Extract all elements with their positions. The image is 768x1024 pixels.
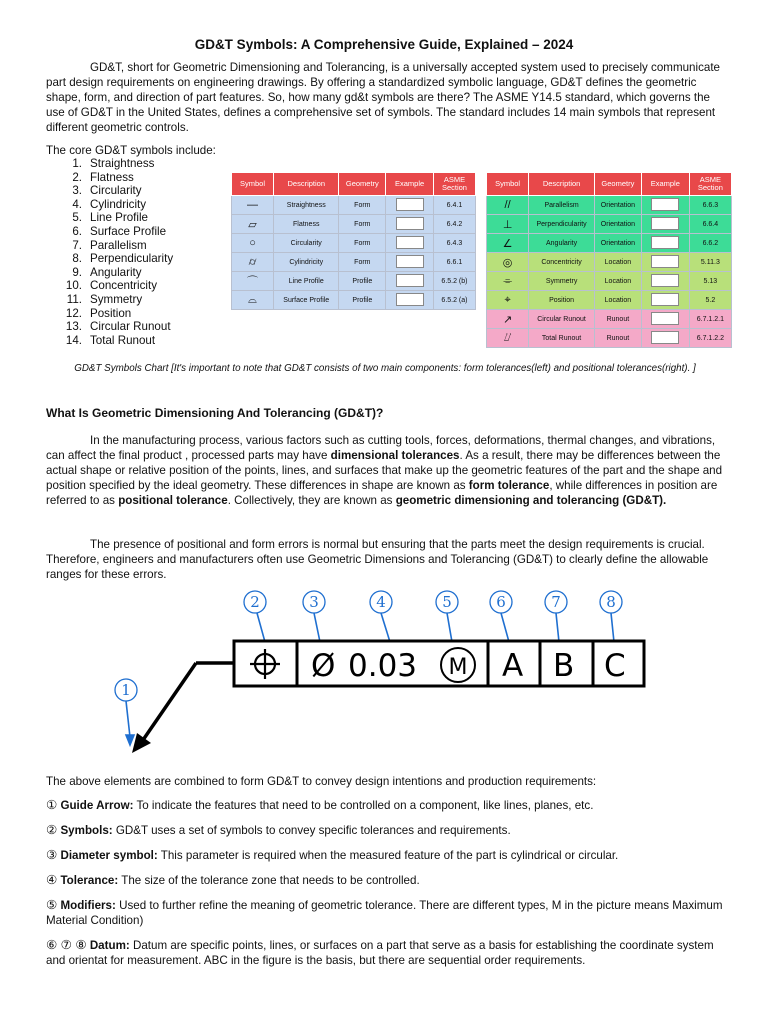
table-row: ⌓ Surface Profile Profile 6.5.2 (a) bbox=[232, 291, 476, 310]
form-tolerance-table bbox=[231, 172, 476, 310]
list-item: 8. Perpendicularity bbox=[72, 252, 174, 266]
example-drawing-icon bbox=[651, 236, 679, 249]
example-drawing-icon bbox=[396, 255, 424, 268]
table-row: ∠ Angularity Orientation 6.6.2 bbox=[487, 234, 732, 253]
datum-a: A bbox=[502, 648, 524, 684]
list-item: 5. Line Profile bbox=[72, 211, 149, 225]
table-row: ▱ Flatness Form 6.4.2 bbox=[232, 215, 476, 234]
example-drawing-icon bbox=[651, 274, 679, 287]
example-drawing-icon bbox=[396, 217, 424, 230]
table-row: — Straightness Form 6.4.1 bbox=[232, 196, 476, 215]
example-drawing-icon bbox=[396, 198, 424, 211]
positional-tolerance-table bbox=[486, 172, 732, 348]
example-drawing-icon bbox=[396, 293, 424, 306]
page-title: GD&T Symbols: A Comprehensive Guide, Explained – 2024 bbox=[194, 37, 574, 52]
intro-paragraph: GD&T, short for Geometric Dimensioning and Tolerancing, is a universally accepted system used to precisely communicate part design requirements on engineering drawings. By offering a standardized symbolic language, GD&T defines the geometric shape, form, and direction of part features. So, how many gd&t symbols are there? The ASME Y14.5 standard, which governs the use of GD&T in the United States, defines a comprehensive set of symbols. The standard includes 14 main symbols that represent different geometric controls. bbox=[46, 61, 720, 134]
list-item: 1. Straightness bbox=[72, 157, 155, 170]
example-drawing-icon bbox=[651, 293, 679, 306]
datum-c: C bbox=[604, 648, 626, 684]
table-header-row: Symbol Description Geometry Example ASME Section bbox=[487, 173, 732, 196]
example-drawing-icon bbox=[396, 236, 424, 249]
table-row: // Parallelism Orientation 6.6.3 bbox=[487, 196, 732, 215]
table-row: ⊥ Perpendicularity Orientation 6.6.4 bbox=[487, 215, 732, 234]
guide-arrow bbox=[132, 663, 234, 753]
table-row: ◎ Concentricity Location 5.11.3 bbox=[487, 253, 732, 272]
list-item: 7. Parallelism bbox=[72, 238, 147, 252]
list-item: 9. Angularity bbox=[72, 265, 142, 279]
list-item: 6. Surface Profile bbox=[72, 224, 167, 238]
callout-label: 1 bbox=[121, 681, 131, 699]
chart-caption: GD&T Symbols Chart [It's important to note that GD&T consists of two main components: form tolerances(left) and positional tolerances(right). ] bbox=[74, 363, 696, 374]
table-row: ○ Circularity Form 6.4.3 bbox=[232, 234, 476, 253]
list-intro: The core GD&T symbols include: bbox=[46, 144, 216, 157]
datum-b: B bbox=[553, 648, 575, 684]
table-row: ⌖ Position Location 5.2 bbox=[487, 291, 732, 310]
diameter-symbol: Ø bbox=[311, 648, 336, 684]
example-drawing-icon bbox=[651, 331, 679, 344]
body-paragraph-2: The presence of positional and form errors is normal but ensuring that the parts meet the design requirements is crucial. Therefore, engineers and manufacturers often use Geometric Dimensions and Tolerancing (GD&T) to clearly define the allowable ranges for these errors. bbox=[46, 538, 709, 581]
element-guide-arrow: ① Guide Arrow: To indicate the features that need to be controlled on a component, like lines, planes, etc. bbox=[46, 798, 594, 812]
core-symbols-list bbox=[46, 157, 173, 347]
element-diameter: ③ Diameter symbol: This parameter is required when the measured feature of the part is cylindrical or circular. bbox=[46, 848, 619, 862]
feature-control-frame-diagram bbox=[0, 585, 768, 765]
table-row: ⌯ Symmetry Location 5.13 bbox=[487, 272, 732, 291]
elements-intro: The above elements are combined to form GD&T to convey design intentions and production requirements: bbox=[46, 775, 597, 788]
modifier-letter: M bbox=[448, 655, 468, 680]
table-row: ⌒ Line Profile Profile 6.5.2 (b) bbox=[232, 272, 476, 291]
table-row: ⌰ Total Runout Runout 6.7.1.2.2 bbox=[487, 329, 732, 348]
example-drawing-icon bbox=[651, 255, 679, 268]
element-datum: ⑥ ⑦ ⑧ Datum: Datum are specific points, lines, or surfaces on a part that serve as a basis for establishing the coordinate system and orientat for measurement. ABC in the figure is the basis, but there are sequential order requirements. bbox=[46, 938, 714, 967]
element-symbols: ② Symbols: GD&T uses a set of symbols to convey specific tolerances and requirements. bbox=[46, 823, 511, 837]
callout-label: 4 bbox=[376, 593, 386, 611]
callout-label: 7 bbox=[551, 593, 561, 611]
callout-label: 5 bbox=[442, 593, 452, 611]
table-header-row: Symbol Description Geometry Example ASME Section bbox=[232, 173, 476, 196]
callout-label: 6 bbox=[496, 593, 506, 611]
list-item: 10. Concentricity bbox=[65, 279, 158, 293]
section-heading: What Is Geometric Dimensioning And Tolerancing (GD&T)? bbox=[46, 406, 384, 420]
example-drawing-icon bbox=[396, 274, 424, 287]
body-paragraph-1: In the manufacturing process, various factors such as cutting tools, forces, deformations, thermal changes, and vibrations, can affect the final product , processed parts may have dimensional tolerances. As a result, there may be differences between the actual shape or relative position of the points, lines, and surfaces that make up the geometric features of the part and the shape and position specified by the ideal geometry. These differences in shape are known as form tolerance, while differences in position are referred to as positional tolerance. Collectively, they are known as geometric dimensioning and tolerancing (GD&T). bbox=[46, 434, 723, 507]
tolerance-value: 0.03 bbox=[348, 648, 418, 684]
list-item: 4. Cylindricity bbox=[72, 197, 147, 211]
list-item: 11. Symmetry bbox=[66, 292, 143, 306]
callout-label: 2 bbox=[250, 593, 260, 611]
table-row: ⌭ Cylindricity Form 6.6.1 bbox=[232, 253, 476, 272]
list-item: 2. Flatness bbox=[72, 170, 134, 184]
table-row: ↗ Circular Runout Runout 6.7.1.2.1 bbox=[487, 310, 732, 329]
list-item: 14. Total Runout bbox=[65, 333, 156, 347]
callout-label: 8 bbox=[606, 593, 616, 611]
callout-label: 3 bbox=[309, 593, 319, 611]
list-item: 3. Circularity bbox=[72, 184, 142, 198]
element-modifiers: ⑤ Modifiers: Used to further refine the meaning of geometric tolerance. There are different types, M in the picture means Maximum Material Condition) bbox=[46, 898, 723, 927]
example-drawing-icon bbox=[651, 217, 679, 230]
control-frame bbox=[234, 641, 644, 686]
list-item: 12. Position bbox=[65, 306, 132, 320]
list-item: 13. Circular Runout bbox=[65, 320, 171, 334]
element-tolerance: ④ Tolerance: The size of the tolerance zone that needs to be controlled. bbox=[46, 873, 420, 887]
example-drawing-icon bbox=[651, 312, 679, 325]
example-drawing-icon bbox=[651, 198, 679, 211]
